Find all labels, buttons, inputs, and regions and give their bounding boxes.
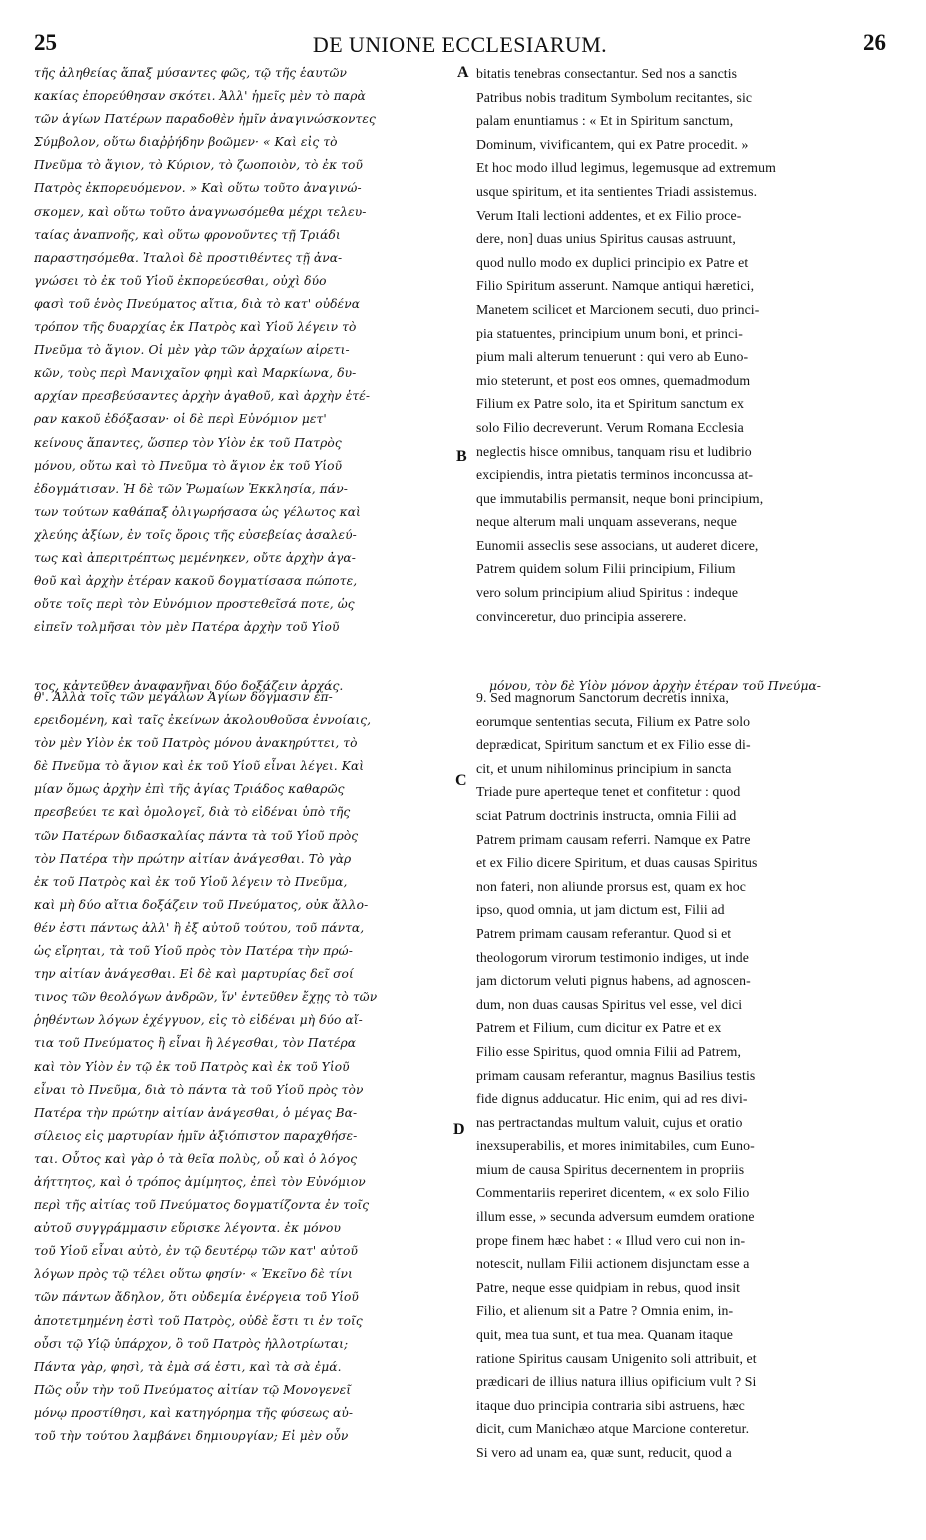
- latin-text-line: notescit, nullam Filii actionem disjunctam esse a: [476, 1256, 750, 1272]
- greek-text-line: χλεύης ἀξίων, ἐν τοῖς ὅροις τῆς εὐσεβείας ἀσαλεύ-: [34, 527, 357, 542]
- latin-text-line: mio steterunt, et post eos omnes, quemadmodum: [476, 372, 751, 388]
- latin-text-line: non fateri, non aliunde prorsus est, quam ex hoc: [476, 878, 746, 894]
- greek-text-line: πρεσβεύει τε καὶ ὁμολογεῖ, διὰ τὸ εἰδέναι ὑπὸ τῆς: [34, 805, 351, 820]
- greek-text-line: την αἰτίαν ἀνάγεσθαι. Εἰ δὲ καὶ μαρτυρίας δεῖ σοί: [34, 967, 354, 982]
- greek-text-line: θοῦ καὶ ἀρχὴν ἑτέραν κακοῦ δογματίσασα πώποτε,: [34, 574, 358, 589]
- greek-text-line: αὐτοῦ συγγράμμασιν εὕρισκε λέγοντα. ἐκ μόνου: [34, 1221, 341, 1236]
- greek-text-line: κείνους ἅπαντες, ὥσπερ τὸν Υἱὸν ἐκ τοῦ Πατρὸς: [34, 435, 342, 450]
- latin-text-line: Et hoc modo illud legimus, legemusque ad extremum: [476, 160, 776, 176]
- greek-text-line: φασὶ τοῦ ἑνὸς Πνεύματος αἴτια, διὰ τὸ κατ' οὐδένα: [34, 296, 361, 311]
- latin-text-line: Patrem quidem solum Filii principium, Filium: [476, 561, 736, 577]
- latin-text-line: prope finem hæc habet : « Illud vero cui non in-: [476, 1232, 746, 1248]
- greek-text-line: τὸν μὲν Υἱὸν ἐκ τοῦ Πατρὸς μόνου ἀνακηρύττει, τὸ: [34, 736, 358, 751]
- greek-text-line: γνώσει τὸ ἐκ τοῦ Υἱοῦ ἐκπορεύεσθαι, οὐχὶ δύο: [34, 273, 327, 288]
- greek-text-line: παραστησόμεθα. Ἰταλοὶ δὲ προστιθέντες τῇ ἀνα-: [34, 250, 343, 265]
- latin-text-line: dicit, cum Manichæo atque Marcione conteretur.: [476, 1421, 750, 1437]
- greek-text-line: εἰπεῖν τολμῆσαι τὸν μὲν Πατέρα ἀρχὴν τοῦ Υἱοῦ: [34, 620, 340, 635]
- greek-text-line: τοῦ Υἱοῦ εἶναι αὐτὸ, ἐν τῷ δευτέρῳ τῶν κατ' αὐτοῦ: [34, 1244, 358, 1259]
- greek-text-line: αρχίαν πρεσβεύσαντες ἀρχὴν ἀγαθοῦ, καὶ ἀρχὴν ἑτέ-: [34, 389, 371, 404]
- latin-text-line: bitatis tenebras consectantur. Sed nos a sanctis: [476, 66, 738, 81]
- greek-text-line: ἀήττητος, καὶ ὁ τρόπος ἀμίμητος, ἐπεὶ τὸν Εὐνόμιον: [34, 1174, 366, 1189]
- greek-text-line: Πατέρα τὴν πρώτην αἰτίαν ἀνάγεσθαι, ὁ μέγας Βα-: [34, 1105, 358, 1120]
- latin-text-line: Patrem primam causam referri. Namque ex Patre: [476, 831, 751, 847]
- latin-text-line: eorumque sententias secuta, Filium ex Patre solo: [476, 713, 751, 729]
- latin-column-top: [476, 62, 890, 628]
- latin-text-line: inexsuperabilis, et mores inimitabiles, cum Euno-: [476, 1138, 755, 1154]
- greek-text-line: οὔτε τοῖς περὶ τὸν Εὐνόμιον προστεθεῖσά ποτε, ὡς: [34, 597, 355, 612]
- greek-text-line: ἀποτετμημένη ἐστὶ τοῦ Πατρὸς, οὐδὲ ἔστι τι ἐν τοῖς: [34, 1313, 363, 1328]
- greek-text-line: λόγων πρὸς τῷ τέλει οὕτω φησίν· « Ἐκεῖνο δὲ τίνι: [34, 1267, 353, 1282]
- greek-text-line: μίαν ὅμως ἀρχὴν ἐπὶ τῆς ἁγίας Τριάδος καθαρῶς: [34, 782, 345, 797]
- left-page-number: 25: [34, 30, 57, 55]
- greek-text-line: κῶν, τοὺς περὶ Μανιχαῖον φημὶ καὶ Μαρκίωνα, δυ-: [34, 366, 357, 381]
- greek-text-line: τῆς ἀληθείας ἅπαξ μύσαντες φῶς, τῷ τῆς ἑαυτῶν: [34, 66, 348, 80]
- greek-text-line: τινος τῶν θεολόγων ἀνδρῶν, ἵν' ἐντεῦθεν ἔχῃς τὸ τῶν: [34, 990, 378, 1005]
- greek-text-line: Πάντα γὰρ, φησὶ, τὰ ἐμὰ σά ἐστι, καὶ τὰ σὰ ἐμά.: [34, 1359, 342, 1374]
- latin-text-line: pia statuentes, principium unum boni, et princi-: [476, 325, 743, 341]
- greek-text-line: ἐδογμάτισαν. Ἡ δὲ τῶν Ῥωμαίων Ἐκκλησία, πάν-: [34, 481, 348, 496]
- greek-text-line: Πατρὸς ἐκπορευόμενον. » Καὶ οὕτω τοῦτο ἀναγινώ-: [34, 181, 362, 196]
- greek-text-line: Πῶς οὖν τὴν τοῦ Πνεύματος αἰτίαν τῷ Μονογενεῖ: [34, 1382, 352, 1397]
- latin-text-line: primam causam referantur, magnus Basilius testis: [476, 1067, 756, 1083]
- latin-text-line: Si vero ad unam ea, quæ sunt, reducit, quod a: [476, 1445, 732, 1460]
- latin-text-line: ipso, quod omnia, ut jam dictum est, Filii ad: [476, 902, 725, 918]
- latin-text-line: Patribus nobis traditum Symbolum recitantes, sic: [476, 89, 753, 105]
- margin-marker-c: C: [455, 772, 467, 789]
- latin-text-line: deprædicat, Spiritum sanctum et ex Filio esse di-: [476, 737, 751, 753]
- greek-text-line: ερειδομένη, καὶ ταῖς ἐκείνων ἀκολουθοῦσα ἐννοίαις,: [34, 713, 372, 728]
- greek-text-line: δὲ Πνεῦμα τὸ ἅγιον καὶ ἐκ τοῦ Υἱοῦ εἶναι λέγει. Καὶ: [34, 759, 365, 774]
- latin-text-line: et ex Filio dicere Spiritum, et duas causas Spiritus: [476, 855, 758, 871]
- bridge-right-text: μόνου, τὸν δὲ Υἱὸν μόνον ἀρχὴν ἑτέραν τοῦ Πνεύμα-: [489, 678, 821, 693]
- greek-text-line: ὡς εἴρηται, τὰ τοῦ Υἱοῦ πρὸς τὸν Πατέρα τὴν πρώ-: [34, 944, 353, 959]
- greek-text-line: Πνεῦμα τὸ ἅγιον, τὸ Κύριον, τὸ ζωοποιὸν, τὸ ἐκ τοῦ: [34, 158, 363, 173]
- latin-text-line: pium mali alterum tenuerunt : qui vero ab Euno-: [476, 349, 749, 365]
- latin-text-line: theologorum virorum testimonio indiges, ut inde: [476, 949, 749, 965]
- latin-text-line: quod nullo modo ex duplici principio ex Patre et: [476, 254, 749, 270]
- latin-text-line: Patrem et Filium, cum dicitur ex Patre et ex: [476, 1020, 722, 1036]
- greek-text-line: καὶ μὴ δύο αἴτια δοξάζειν τοῦ Πνεύματος, οὐκ ἄλλο-: [34, 897, 369, 912]
- latin-text-line: Verum Itali lectioni addentes, et ex Filio proce-: [476, 207, 742, 223]
- latin-text-line: mium de causa Spiritus decernentem in propriis: [476, 1161, 745, 1177]
- latin-text-line: vero solum principium aliud Spiritus : indeque: [476, 585, 739, 601]
- latin-text-line: Filio, et alienum sit a Patre ? Omnia enim, in-: [476, 1303, 734, 1319]
- latin-text-line: Patre, neque esse quidpiam in rebus, quod insit: [476, 1279, 741, 1295]
- greek-text-line: μόνῳ προστίθησι, καὶ κατηγόρημα τῆς φύσεως αὐ-: [34, 1405, 354, 1420]
- latin-text-line: quit, mea tua sunt, et tua mea. Quanam itaque: [476, 1327, 733, 1343]
- greek-text-line: σίλειος εἰς μαρτυρίαν ἡμῖν ἀξιόπιστον παραχθήσε-: [34, 1128, 358, 1143]
- greek-text-line: ῥηθέντων λόγων ἐχέγγυον, εἰς τὸ εἰδέναι μὴ δύο αἴ-: [34, 1013, 363, 1028]
- greek-text-line: κακίας ἐπορεύθησαν σκότει. Ἀλλ' ἡμεῖς μὲν τὸ παρὰ: [34, 89, 366, 104]
- greek-text-line: σκομεν, καὶ οὕτω τοῦτο ἀναγνωσόμεθα μέχρι τελευ-: [34, 204, 367, 219]
- latin-column-bottom: [476, 686, 890, 1465]
- latin-text-line: usque spiritum, et ita sentientes Triadi assistemus.: [476, 183, 758, 199]
- latin-text-line: Dominum, vivificantem, qui ex Patre procedit. »: [476, 136, 749, 152]
- right-page-number: 26: [863, 30, 886, 55]
- latin-text-line: Commentariis reperiret dicentem, « ex solo Filio: [476, 1185, 750, 1201]
- latin-text-line: prædicari de illius natura illius opificium vult ? Si: [476, 1374, 757, 1390]
- latin-text-line: illum esse, » secunda adversum eumdem oratione: [476, 1209, 755, 1225]
- greek-text-line: τια τοῦ Πνεύματος ἢ εἶναι ἢ λέγεσθαι, τὸν Πατέρα: [34, 1036, 357, 1051]
- latin-text-line: Manetem scilicet et Marcionem secuti, duo princi-: [476, 301, 760, 317]
- latin-text-line: solo Filio decreverunt. Verum Romana Ecclesia: [476, 419, 744, 435]
- latin-text-line: dum, non duas causas Spiritus vel esse, vel dici: [476, 996, 743, 1012]
- latin-text-line: Filio Spiritum asserunt. Namque antiqui hæretici,: [476, 278, 755, 294]
- latin-text-line: neque alterum mali unquam asseverans, neque: [476, 514, 737, 530]
- latin-text-line: Filium ex Patre solo, ita et Spiritum sanctum ex: [476, 396, 745, 412]
- greek-text-line: τὸν Πατέρα τὴν πρώτην αἰτίαν ἀνάγεσθαι. Τὸ γὰρ: [34, 851, 352, 866]
- greek-text-line: ραν κακοῦ ἐδόξασαν· οἱ δὲ περὶ Εὐνόμιον μετ': [34, 412, 327, 427]
- margin-marker-d: D: [453, 1121, 465, 1138]
- latin-text-line: excipiendis, intra pietatis terminos inconcussa at-: [476, 467, 754, 483]
- latin-text-line: que immutabilis permansit, neque boni principium,: [476, 490, 764, 506]
- greek-text-line: τῶν πάντων ἄδηλον, ὅτι οὐδεμία ἐνέργεια τοῦ Υἱοῦ: [34, 1290, 359, 1305]
- latin-text-line: Patrem primam causam referantur. Quod si et: [476, 925, 732, 941]
- greek-text-line: καὶ τὸν Υἱὸν ἐν τῷ ἐκ τοῦ Πατρὸς καὶ ἐκ τοῦ Υἱοῦ: [34, 1059, 350, 1074]
- greek-text-line: θέν ἐστι πάντως ἀλλ' ἢ ἐξ αὐτοῦ τούτου, τοῦ πάντα,: [34, 920, 365, 935]
- greek-text-line: τοῦ τὴν τούτου λαμβάνει δημιουργίαν; Εἰ μὲν οὖν: [34, 1429, 349, 1443]
- greek-text-line: των τούτων καθάπαξ ὀλιγωρήσασα ὡς γέλωτος καὶ: [34, 504, 361, 519]
- greek-text-line: τρόπον τῆς δυαρχίας ἐκ Πατρὸς καὶ Υἱοῦ λέγειν τὸ: [34, 320, 357, 335]
- latin-text-line: Triade pure aperteque tenet et confitetur : quod: [476, 784, 741, 800]
- greek-text-line: ἐκ τοῦ Πατρὸς καὶ ἐκ τοῦ Υἱοῦ λέγειν τὸ Πνεῦμα,: [34, 874, 348, 889]
- running-title: DE UNIONE ECCLESIARUM.: [312, 32, 608, 57]
- greek-column-top: [34, 62, 448, 639]
- latin-text-line: neglectis hisce omnibus, tanquam risu et ludibrio: [476, 443, 752, 459]
- latin-text-line: jam dictorum veluti pignus habens, ad agnoscen-: [476, 973, 751, 989]
- greek-text-line: περὶ τῆς αἰτίας τοῦ Πνεύματος δογματίζοντα ἐν τοῖς: [34, 1198, 370, 1213]
- latin-text-line: ratione Spiritus causam Unigenito soli attribuit, et: [476, 1350, 757, 1366]
- greek-text-line: εἶναι τὸ Πνεῦμα, διὰ τὸ πάντα τὰ τοῦ Υἱοῦ πρὸς τὸν: [34, 1082, 364, 1097]
- latin-text-line: nas pertractandas multum valuit, cujus et oratio: [476, 1114, 743, 1130]
- latin-text-line: sciat Patrum doctrinis instructa, omnia Filii ad: [476, 807, 737, 823]
- latin-text-line: fide dignus adducatur. Hic enim, qui ad res divi-: [476, 1091, 748, 1107]
- margin-marker-a: A: [457, 64, 469, 81]
- greek-text-line: ται. Οὗτος καὶ γὰρ ὁ τὰ θεῖα πολὺς, οὗ καὶ ὁ λόγος: [34, 1151, 358, 1166]
- running-header: [34, 30, 886, 60]
- greek-text-line: τῶν Πατέρων διδασκαλίας πάντα τὰ τοῦ Υἱοῦ πρὸς: [34, 828, 359, 843]
- greek-text-line: Πνεῦμα τὸ ἅγιον. Οἱ μὲν γὰρ τῶν ἀρχαίων αἱρετι-: [34, 343, 350, 358]
- greek-text-line: ταίας ἀναπνοῆς, καὶ οὕτω φρονοῦντες τῇ Τριάδι: [34, 227, 341, 242]
- latin-text-line: dere, non] duas unius Spiritus causas astruunt,: [476, 231, 736, 247]
- latin-text-line: cit, et unum nihilominus principium in sancta: [476, 760, 732, 776]
- greek-text-line: μόνου, οὕτω καὶ τὸ Πνεῦμα τὸ ἅγιον ἐκ τοῦ Υἱοῦ: [34, 458, 343, 473]
- latin-text-line: convinceretur, duo principia asserere.: [476, 608, 687, 624]
- latin-text-line: Eunomii asseclis sese associans, ut auderet dicere,: [476, 537, 759, 553]
- greek-text-line: Σύμβολον, οὕτω διαῤῥήδην βοῶμεν· « Καὶ εἰς τὸ: [34, 135, 338, 150]
- latin-text-line: palam enuntiamus : « Et in Spiritum sanctum,: [476, 113, 734, 129]
- bridge-left-text: τος, κἀντεῦθεν ἀναφανῆναι δύο δοξάζειν ἀρχάς.: [34, 678, 344, 693]
- latin-text-line: itaque duo principia contraria sibi astruens, hæc: [476, 1397, 745, 1413]
- greek-text-line: οὖσι τῷ Υἱῷ ὑπάρχον, ὃ τοῦ Πατρὸς ἠλλοτρίωται;: [34, 1336, 349, 1351]
- greek-text-line: τῶν ἁγίων Πατέρων παραδοθὲν ἡμῖν ἀναγινώσκοντες: [34, 112, 376, 127]
- greek-text-line: θ'. Ἀλλὰ τοῖς τῶν μεγάλων Ἁγίων δόγμασιν ἐπ-: [34, 690, 333, 704]
- latin-text-line: 9. Sed magnorum Sanctorum decretis innixa,: [476, 690, 729, 705]
- greek-column-bottom: [34, 686, 448, 1448]
- greek-text-line: τως καὶ ἀπεριτρέπτως μεμένηκεν, οὔτε ἀρχὴν ἀγα-: [34, 550, 356, 565]
- margin-marker-b: B: [456, 448, 467, 465]
- latin-text-line: Filio esse Spiritus, quod omnia Filii ad Patrem,: [476, 1043, 742, 1059]
